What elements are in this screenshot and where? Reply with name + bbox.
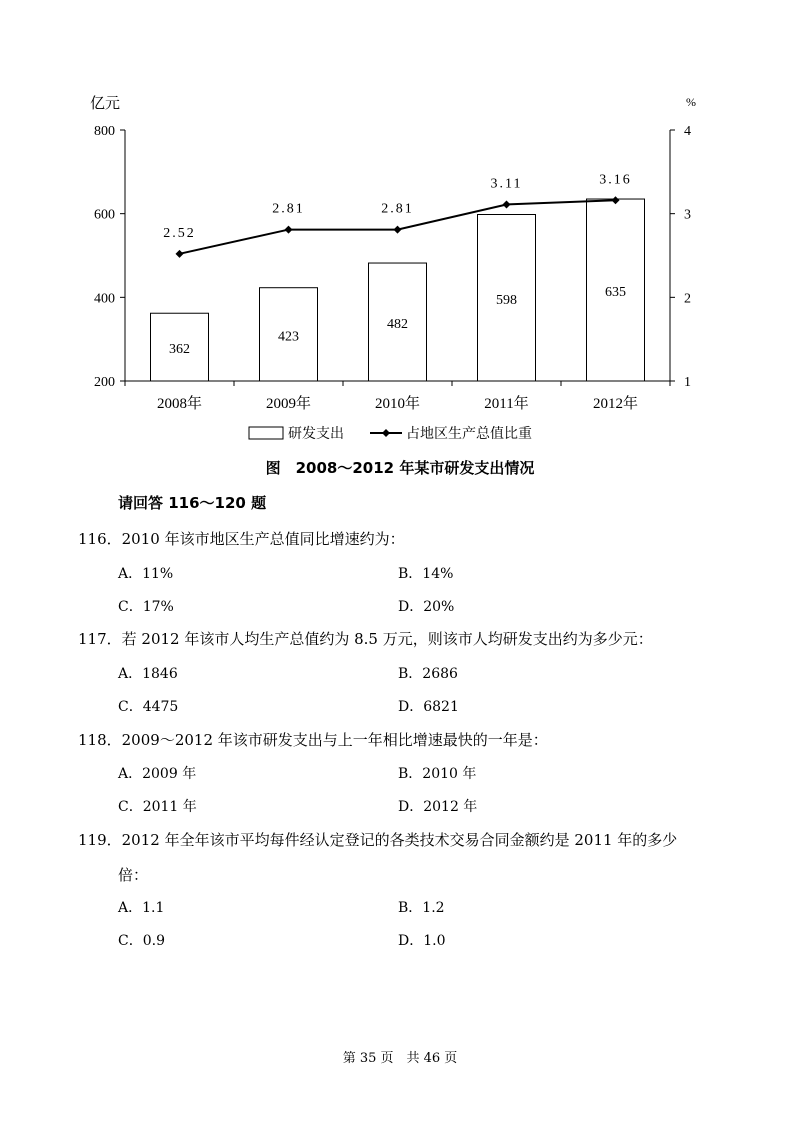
- line-point: [285, 226, 293, 234]
- question-117: [78, 628, 653, 649]
- chart: [0, 0, 800, 450]
- question-number: 117．: [78, 630, 122, 648]
- bar-value-label: 362: [169, 342, 190, 358]
- legend-bar-label: 研发支出: [288, 427, 344, 442]
- line-value-label: 2.81: [272, 201, 305, 217]
- bar-value-label: 635: [605, 285, 626, 301]
- right-axis-tick-label: 3: [684, 207, 691, 223]
- option-c: C．17%: [118, 599, 174, 615]
- left-axis-unit: 亿元: [90, 96, 121, 112]
- option-d: D．2012 年: [398, 799, 478, 815]
- right-axis-tick-label: 1: [684, 375, 691, 390]
- x-tick-label: 2012年: [592, 396, 639, 412]
- x-tick-label: 2010年: [374, 396, 421, 412]
- left-axis-tick-label: 200: [94, 375, 115, 390]
- line-value-label: 3.16: [599, 172, 632, 188]
- option-b: B．2010 年: [398, 766, 477, 782]
- question-number: 116．: [78, 530, 122, 548]
- option-a: A．1846: [118, 666, 178, 682]
- option-c: C．2011 年: [118, 799, 197, 815]
- x-tick-label: 2011年: [484, 396, 529, 412]
- line-value-label: 3.11: [490, 176, 523, 192]
- bar-value-label: 423: [278, 329, 299, 345]
- legend-bar-swatch: [249, 427, 283, 439]
- line-value-label: 2.81: [381, 201, 414, 217]
- option-d: D．6821: [398, 699, 459, 715]
- line-value-label: 2.52: [163, 225, 196, 241]
- line-point: [394, 226, 402, 234]
- option-a: A．1.1: [118, 900, 165, 916]
- bar-value-label: 482: [387, 317, 408, 333]
- option-b: B．1.2: [398, 900, 445, 916]
- bar-value-label: 598: [496, 292, 517, 308]
- right-axis-unit: %: [686, 95, 696, 109]
- left-axis-tick-label: 800: [94, 124, 115, 139]
- instruction: 请回答 116～120 题: [118, 494, 267, 512]
- right-axis-tick-label: 2: [684, 291, 691, 307]
- left-axis-tick-label: 600: [94, 207, 115, 223]
- x-tick-label: 2008年: [156, 396, 203, 412]
- question-text-continued: 倍：: [118, 866, 149, 884]
- question-number: 118．: [78, 731, 122, 749]
- option-a: A．11%: [118, 566, 174, 582]
- option-c: C．0.9: [118, 933, 165, 949]
- right-axis-tick-label: 4: [684, 124, 691, 139]
- page-footer: 第 35 页 共 46 页: [342, 1051, 458, 1066]
- question-text: 2012 年全年该市平均每件经认定登记的各类技术交易合同金额约是 2011 年的多少: [121, 831, 678, 849]
- option-d: D．20%: [398, 599, 455, 615]
- figure-caption: 图 2008～2012 年某市研发支出情况: [265, 459, 535, 477]
- x-tick-label: 2009年: [265, 396, 312, 412]
- question-text: 2009～2012 年该市研发支出与上一年相比增速最快的一年是：: [121, 731, 548, 749]
- line-point: [503, 200, 511, 208]
- question-text: 若 2012 年该市人均生产总值约为 8.5 万元，则该市人均研发支出约为多少元：: [121, 630, 653, 648]
- legend-line-marker: [382, 429, 390, 437]
- line-point: [176, 250, 184, 258]
- option-b: B．14%: [398, 566, 454, 582]
- question-number: 119．: [78, 831, 122, 849]
- legend-line-label: 占地区生产总值比重: [406, 427, 532, 442]
- left-axis-tick-label: 400: [94, 291, 115, 307]
- option-c: C．4475: [118, 699, 179, 715]
- question-119: [78, 829, 677, 850]
- option-d: D．1.0: [398, 933, 446, 949]
- option-a: A．2009 年: [118, 766, 197, 782]
- option-b: B．2686: [398, 666, 458, 682]
- question-text: 2010 年该市地区生产总值同比增速约为：: [121, 530, 405, 548]
- question-116: [78, 528, 405, 549]
- question-118: [78, 729, 548, 750]
